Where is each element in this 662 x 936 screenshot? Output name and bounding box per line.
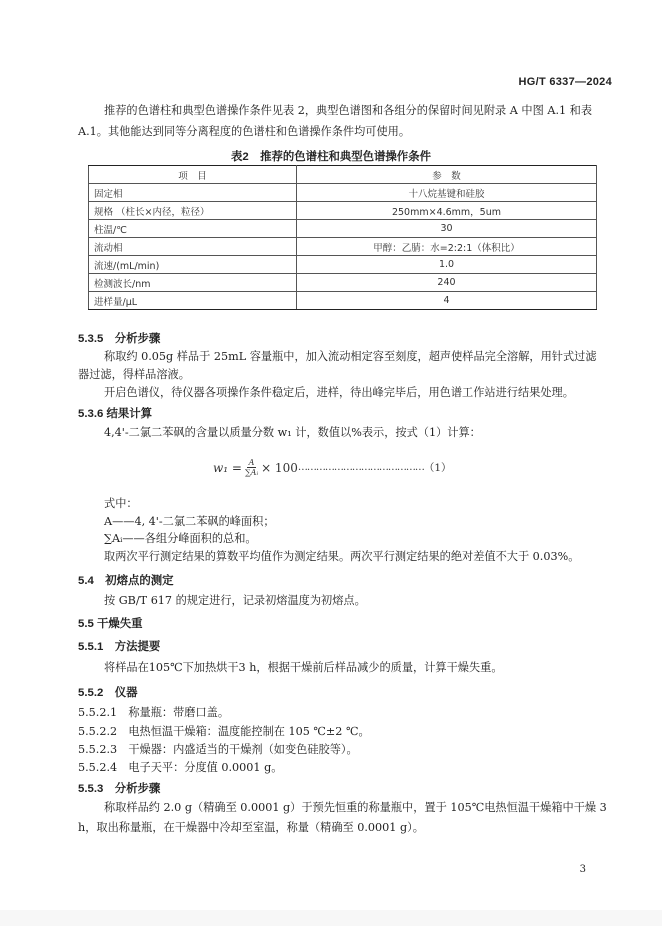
table-cell-item: 进样量/μL bbox=[89, 292, 297, 310]
s535-paragraph-1-line-2: 器过滤，得样品溶液。 bbox=[78, 368, 190, 381]
section-heading-5-5-3: 5.5.3 分析步骤 bbox=[78, 783, 161, 795]
formula-denominator: ∑Aᵢ bbox=[244, 468, 259, 477]
formula-1 bbox=[213, 458, 452, 477]
table-cell-value: 甲醇：乙腈：水=2:2:1（体积比） bbox=[297, 238, 597, 256]
formula-fraction bbox=[245, 458, 258, 477]
where-label: 式中： bbox=[104, 497, 138, 510]
section-heading-5-4: 5.4 初熔点的测定 bbox=[78, 575, 174, 587]
table-cell-value: 30 bbox=[297, 220, 597, 238]
table-cell-value: 4 bbox=[297, 292, 597, 310]
variable-a-definition: A——4, 4'-二氯二苯砜的峰面积； bbox=[104, 515, 275, 528]
table-cell-item: 流速/(mL/min) bbox=[89, 256, 297, 274]
s553-paragraph-line-1: 称取样品约 2.0 g（精确至 0.0001 g）于预先恒重的称量瓶中，置于 105℃电热恒温干燥箱中干燥 3 bbox=[104, 801, 607, 814]
variable-sum-definition: ∑Aᵢ——各组分峰面积的总和。 bbox=[104, 532, 257, 545]
table-caption: 表2 推荐的色谱柱和典型色谱操作条件 bbox=[231, 151, 431, 163]
table-row bbox=[89, 202, 597, 220]
table-row bbox=[89, 256, 597, 274]
s553-paragraph-line-2: h，取出称量瓶，在干燥器中冷却至室温，称量（精确至 0.0001 g）。 bbox=[78, 821, 424, 834]
section-heading-5-3-6: 5.3.6 结果计算 bbox=[78, 408, 153, 420]
table-header-item: 项 目 bbox=[89, 166, 297, 184]
page-number: 3 bbox=[579, 864, 586, 875]
table-cell-item: 检测波长/nm bbox=[89, 274, 297, 292]
instrument-item: 5.5.2.2 电热恒温干燥箱：温度能控制在 105 ℃±2 ℃。 bbox=[78, 725, 370, 738]
intro-line-1: 推荐的色谱柱和典型色谱操作条件见表 2，典型色谱图和各组分的保留时间见附录 A 中图 A.1 和表 bbox=[104, 104, 593, 117]
formula-rhs: × 100 bbox=[261, 460, 298, 475]
table-cell-item: 柱温/℃ bbox=[89, 220, 297, 238]
s536-result-paragraph: 取两次平行测定结果的算数平均值作为测定结果。两次平行测定结果的绝对差值不大于 0.03%。 bbox=[104, 550, 580, 563]
table-header-param: 参 数 bbox=[297, 166, 597, 184]
section-heading-5-3-5: 5.3.5 分析步骤 bbox=[78, 333, 161, 345]
instrument-item: 5.5.2.1 称量瓶：带磨口盖。 bbox=[78, 706, 230, 719]
table-row bbox=[89, 292, 597, 310]
instrument-item: 5.5.2.3 干燥器：内盛适当的干燥剂（如变色硅胶等）。 bbox=[78, 743, 358, 756]
formula-numerator: A bbox=[248, 458, 255, 467]
standard-number: HG/T 6337—2024 bbox=[518, 76, 612, 88]
footer-band bbox=[0, 910, 662, 926]
s551-paragraph: 将样品在105℃下加热烘干3 h，根据干燥前后样品减少的质量，计算干燥失重。 bbox=[104, 661, 503, 674]
table-row bbox=[89, 220, 597, 238]
s54-paragraph: 按 GB/T 617 的规定进行，记录初熔温度为初熔点。 bbox=[104, 594, 366, 607]
s535-paragraph-1-line-1: 称取约 0.05g 样品于 25mL 容量瓶中，加入流动相定容至刻度，超声使样品完全溶解，用针式过滤 bbox=[104, 350, 597, 363]
formula-equation-number: （1） bbox=[423, 462, 452, 474]
table-cell-value: 1.0 bbox=[297, 256, 597, 274]
table-row bbox=[89, 238, 597, 256]
table-row bbox=[89, 184, 597, 202]
chromatography-conditions-table bbox=[88, 165, 597, 310]
table-header-row bbox=[89, 166, 597, 184]
s535-paragraph-2: 开启色谱仪，待仪器各项操作条件稳定后，进样，待出峰完毕后，用色谱工作站进行结果处理。 bbox=[104, 386, 574, 399]
section-heading-5-5-2: 5.5.2 仪器 bbox=[78, 687, 138, 699]
formula-leader-dots: …………………………………… bbox=[297, 462, 424, 473]
table-cell-value: 250mm×4.6mm，5um bbox=[297, 202, 597, 220]
table-cell-item: 固定相 bbox=[89, 184, 297, 202]
table-cell-value: 十八烷基键和硅胶 bbox=[297, 184, 597, 202]
table-cell-value: 240 bbox=[297, 274, 597, 292]
s536-paragraph-1: 4,4'-二氯二苯砜的含量以质量分数 w₁ 计，数值以%表示，按式（1）计算： bbox=[104, 426, 481, 439]
intro-line-2: A.1。其他能达到同等分离程度的色谱柱和色谱操作条件均可使用。 bbox=[78, 125, 411, 138]
formula-lhs: w₁ = bbox=[213, 460, 242, 475]
table-row bbox=[89, 274, 597, 292]
table-cell-item: 规格 （柱长×内径，粒径） bbox=[89, 202, 297, 220]
section-heading-5-5-1: 5.5.1 方法提要 bbox=[78, 641, 161, 653]
section-heading-5-5: 5.5 干燥失重 bbox=[78, 618, 143, 630]
instrument-item: 5.5.2.4 电子天平：分度值 0.0001 g。 bbox=[78, 761, 283, 774]
table-cell-item: 流动相 bbox=[89, 238, 297, 256]
